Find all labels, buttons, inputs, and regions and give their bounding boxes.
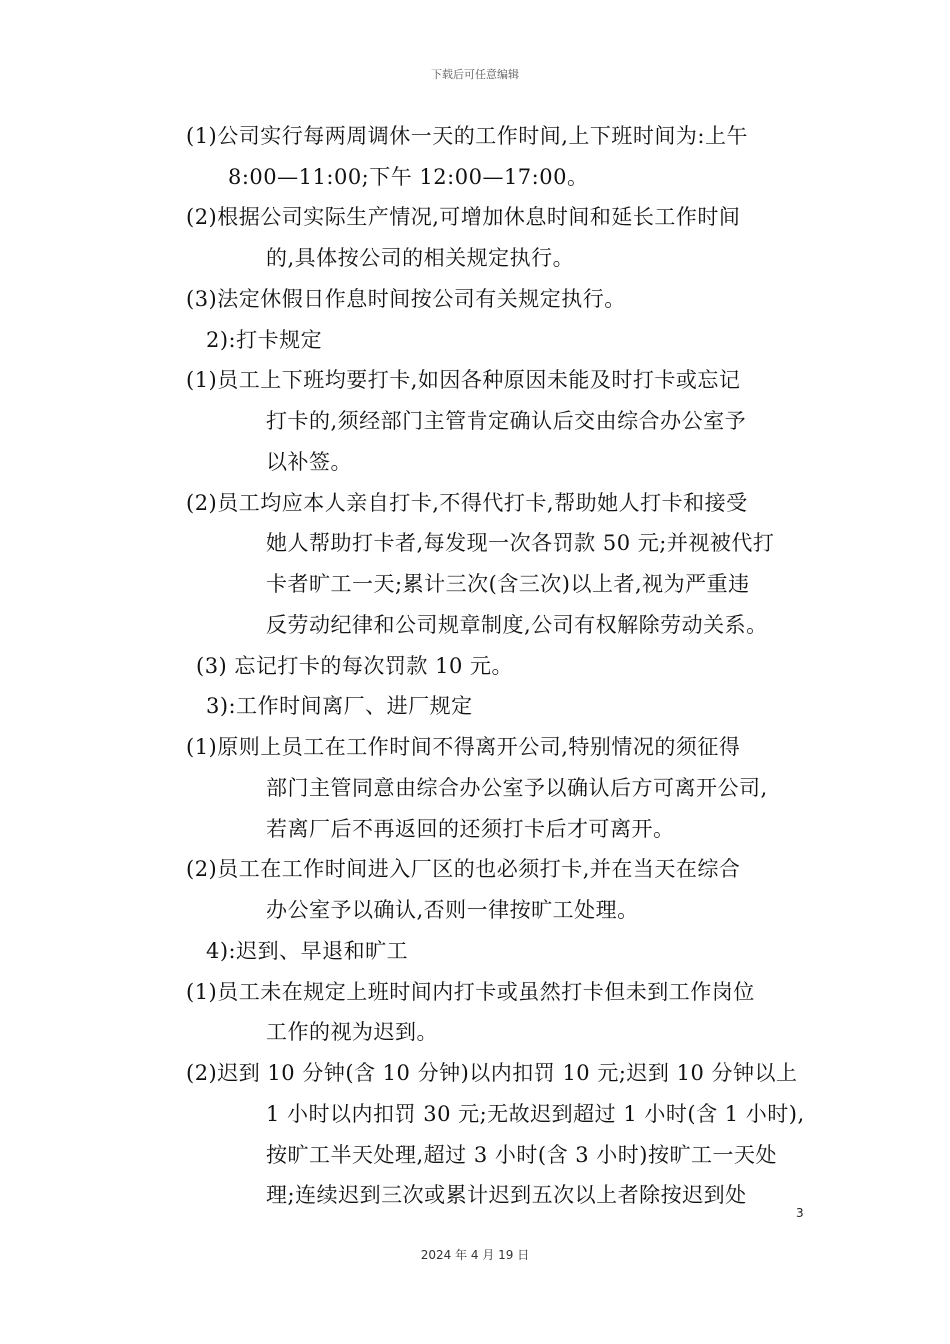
text-line: 工作的视为迟到。: [266, 1020, 438, 1044]
text-line: 的,具体按公司的相关规定执行。: [266, 246, 575, 270]
text-line: (1)原则上员工在工作时间不得离开公司,特别情况的须征得: [186, 735, 741, 759]
text-line: 按旷工半天处理,超过 3 小时(含 3 小时)按旷工一天处: [266, 1143, 777, 1167]
text-line: 理;连续迟到三次或累计迟到五次以上者除按迟到处: [266, 1183, 747, 1207]
text-line: 若离厂后不再返回的还须打卡后才可离开。: [266, 817, 675, 841]
text-line: (2)迟到 10 分钟(含 10 分钟)以内扣罚 10 元;迟到 10 分钟以上: [186, 1061, 798, 1085]
page-footer-date: 2024 年 4 月 19 日: [420, 1248, 530, 1262]
text-line: 1 小时以内扣罚 30 元;无故迟到超过 1 小时(含 1 小时),: [266, 1102, 805, 1126]
page-header: 下载后可任意编辑: [431, 68, 519, 81]
text-line: 8:00—11:00;下午 12:00—17:00。: [228, 165, 589, 189]
text-line: (2)员工在工作时间进入厂区的也必须打卡,并在当天在综合: [186, 857, 741, 881]
text-line: 反劳动纪律和公司规章制度,公司有权解除劳动关系。: [266, 613, 768, 637]
text-line: 部门主管同意由综合办公室予以确认后方可离开公司,: [266, 776, 768, 800]
text-line: 卡者旷工一天;累计三次(含三次)以上者,视为严重违: [266, 572, 750, 596]
text-line: 她人帮助打卡者,每发现一次各罚款 50 元;并视被代打: [266, 531, 775, 555]
section-heading: 4):迟到、早退和旷工: [206, 939, 409, 963]
text-line: (2)员工均应本人亲自打卡,不得代打卡,帮助她人打卡和接受: [186, 491, 748, 515]
text-line: (1)员工上下班均要打卡,如因各种原因未能及时打卡或忘记: [186, 368, 741, 392]
section-heading: 2):打卡规定: [206, 328, 323, 352]
text-line: 打卡的,须经部门主管肯定确认后交由综合办公室予: [266, 409, 747, 433]
section-heading: 3):工作时间离厂、进厂规定: [206, 694, 473, 718]
text-line: 以补签。: [266, 450, 352, 474]
text-line: (2)根据公司实际生产情况,可增加休息时间和延长工作时间: [186, 205, 741, 229]
text-line: 办公室予以确认,否则一律按旷工处理。: [266, 898, 639, 922]
text-line: (3) 忘记打卡的每次罚款 10 元。: [196, 654, 513, 678]
page-number: 3: [796, 1206, 804, 1220]
text-line: (1)员工未在规定上班时间内打卡或虽然打卡但未到工作岗位: [186, 980, 755, 1004]
text-line: (3)法定休假日作息时间按公司有关规定执行。: [186, 287, 626, 311]
text-line: (1)公司实行每两周调休一天的工作时间,上下班时间为:上午: [186, 124, 748, 148]
